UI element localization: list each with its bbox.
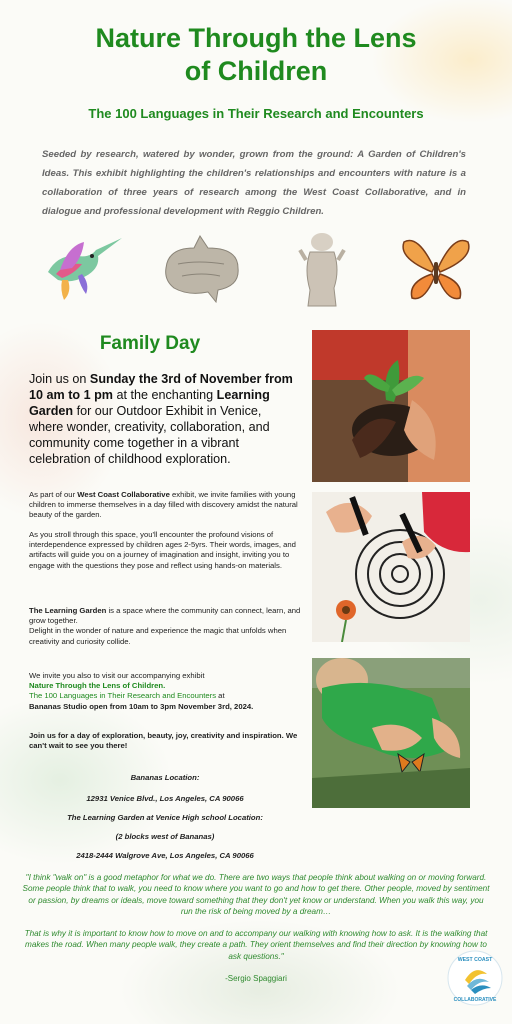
bananas-address: 12931 Venice Blvd., Los Angeles, CA 90066 (86, 794, 244, 803)
title-line-2: of Children (184, 56, 328, 86)
page-title (0, 22, 512, 88)
west-coast-collaborative-logo (447, 950, 503, 1006)
paragraph-stroll: As you stroll through this space, you'll encounter the profound visions of interdependence expressed by children ages 2-5yrs. Their words, images, and artifacts will guide you on a journey of imagination and insight, inviting you to engage with the questions they pose and reflect using hands-on materials. (29, 530, 296, 570)
event-date: Sunday the 3rd of November from 10 am to 1 pm (29, 372, 293, 402)
paragraph-accompanying-exhibit (29, 671, 305, 712)
lead-text: for our Outdoor Exhibit in Venice, where wonder, creativity, collaboration, and community come together in a vibrant celebration of childhood exploration. (29, 404, 270, 466)
collaborative-name: West Coast Collaborative (77, 490, 170, 499)
quote-signature: -Sergio Spaggiari (225, 974, 287, 983)
quote-paragraph-2: That is why it is important to know how to move on and to accompany our walking with knowing how to ask. It is the walking that makes the road. When many people walk, they create a path. They orient themselves and find their direction by knowing how to ask questions." (24, 929, 488, 961)
hummingbird-icon (38, 234, 124, 304)
photo-children-drawing (312, 492, 470, 642)
garden-label: The Learning Garden at Venice High school Location: (67, 813, 263, 822)
quote-paragraph-1: "I think "walk on" is a good metaphor for what we do. There are two ways that people think about walking on or moving forward. Some people think that to walk, you need to know where you want to go and how to get there. Other people, moved by sentiment or passion, by dreams or ideals, move toward something that they don't yet know or understand. When you walk this way, you run the risk of being moved by a dream… (22, 873, 490, 916)
clay-ray-icon (158, 234, 244, 304)
title-line-1: Nature Through the Lens (95, 23, 417, 53)
photo-child-butterfly (312, 658, 470, 808)
intro-paragraph: Seeded by research, watered by wonder, grown from the ground: A Garden of Children's Ideas. This exhibit highlighting the children's relationships and encounters with nature is a collaboration of three years of research among the West Coast Collaborative, and in dialogue and professional development with Reggio Children. (42, 149, 466, 217)
learning-garden-name: The Learning Garden (29, 606, 107, 615)
logo-text-top: WEST COAST (457, 957, 493, 963)
paragraph-learning-garden (29, 606, 305, 647)
paragraph-invitation: Join us for a day of exploration, beauty, joy, creativity and inspiration. We can't wait to see you there! (29, 731, 298, 751)
para-text: exhibit, we invite families with young children to immerse themselves in a day filled with discovery amidst the natural beauty of the garden. (29, 490, 298, 520)
exhibit-title: Nature Through the Lens of Children. (29, 681, 166, 691)
photo-hands-planting (312, 330, 470, 482)
exhibit-subtitle: The 100 Languages in Their Research and Encounters (29, 691, 217, 701)
paragraph-collaborative (29, 490, 305, 521)
para-text: Delight in the wonder of nature and experience the magic that unfolds when creativity and curiosity collide. (29, 626, 287, 646)
lead-text: at the enchanting (113, 388, 217, 402)
para-text: We invite you also to visit our accompanying exhibit (29, 671, 205, 680)
para-text: at (216, 691, 225, 701)
para-text: is a space where the community can connect, learn, and grow together. (29, 606, 301, 626)
butterfly-icon (398, 232, 474, 306)
garden-address: 2418-2444 Walgrove Ave, Los Angeles, CA 90066 (76, 851, 254, 860)
logo-text-bottom: COLLABORATIVE (453, 997, 497, 1003)
page-subtitle: The 100 Languages in Their Research and Encounters (88, 106, 424, 121)
event-place: Learning Garden (29, 388, 270, 418)
family-day-lead (29, 371, 299, 467)
para-text: As part of our (29, 490, 78, 499)
bananas-hours: Bananas Studio open from 10am to 3pm November 3rd, 2024. (29, 701, 254, 711)
clay-figure-icon (298, 230, 346, 310)
lead-text: Join us on (29, 372, 90, 386)
garden-note: (2 blocks west of Bananas) (115, 832, 215, 841)
bananas-label: Bananas Location: (130, 773, 200, 782)
family-day-heading: Family Day (99, 333, 201, 354)
